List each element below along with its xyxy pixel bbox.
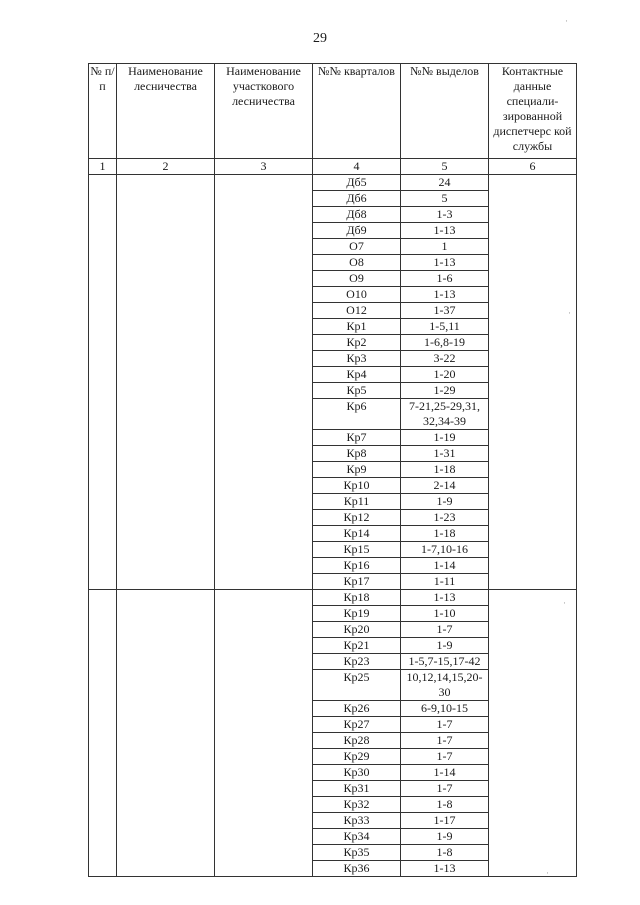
plots-cell: 1-5,11 [401, 319, 489, 335]
plots-cell: 1-3 [401, 207, 489, 223]
quarter-cell: Дб6 [313, 191, 401, 207]
plots-cell: 5 [401, 191, 489, 207]
plots-cell: 1-18 [401, 462, 489, 478]
quarter-cell: Кр36 [313, 861, 401, 877]
row-number-cell [89, 175, 117, 590]
quarter-cell: О10 [313, 287, 401, 303]
header-cell: Контактные данные специали-зированной диспетчерс кой службы [489, 64, 577, 159]
contact-cell [489, 175, 577, 590]
quarter-cell: Кр27 [313, 717, 401, 733]
quarter-cell: Кр9 [313, 462, 401, 478]
quarter-cell: Кр31 [313, 781, 401, 797]
plots-cell: 1-10 [401, 606, 489, 622]
quarter-cell: О12 [313, 303, 401, 319]
header-cell: № п/п [89, 64, 117, 159]
quarter-cell: Кр15 [313, 542, 401, 558]
plots-cell: 6-9,10-15 [401, 701, 489, 717]
quarter-cell: Кр29 [313, 749, 401, 765]
plots-cell: 1-7 [401, 733, 489, 749]
quarter-cell: Кр23 [313, 654, 401, 670]
plots-cell: 1-13 [401, 255, 489, 271]
quarter-cell: Дб5 [313, 175, 401, 191]
plots-cell: 1-9 [401, 494, 489, 510]
forestry-table [88, 63, 577, 877]
plots-cell: 1-13 [401, 223, 489, 239]
quarter-cell: Кр3 [313, 351, 401, 367]
quarter-cell: Кр5 [313, 383, 401, 399]
quarter-cell: Кр26 [313, 701, 401, 717]
contact-cell [489, 590, 577, 877]
quarter-cell: Кр10 [313, 478, 401, 494]
plots-cell: 1-17 [401, 813, 489, 829]
quarter-cell: Кр14 [313, 526, 401, 542]
quarter-cell: Кр18 [313, 590, 401, 606]
quarter-cell: Кр12 [313, 510, 401, 526]
plots-cell: 1-13 [401, 590, 489, 606]
header-cell: №№ кварталов [313, 64, 401, 159]
quarter-cell: О7 [313, 239, 401, 255]
quarter-cell: Кр8 [313, 446, 401, 462]
plots-cell: 1-6 [401, 271, 489, 287]
plots-cell: 1-31 [401, 446, 489, 462]
table-row [89, 590, 577, 606]
plots-cell: 7-21,25-29,31, 32,34-39 [401, 399, 489, 430]
plots-cell: 1 [401, 239, 489, 255]
plots-cell: 10,12,14,15,20-30 [401, 670, 489, 701]
quarter-cell: Кр25 [313, 670, 401, 701]
quarter-cell: О9 [313, 271, 401, 287]
plots-cell: 1-13 [401, 861, 489, 877]
column-number: 6 [489, 159, 577, 175]
plots-cell: 1-19 [401, 430, 489, 446]
quarter-cell: Кр17 [313, 574, 401, 590]
scan-mark: · [563, 598, 566, 608]
page-number: 29 [313, 31, 327, 46]
forestry-name-cell [117, 590, 215, 877]
header-cell: №№ выделов [401, 64, 489, 159]
plots-cell: 1-9 [401, 829, 489, 845]
plots-cell: 1-18 [401, 526, 489, 542]
table-row [89, 175, 577, 191]
plots-cell: 1-14 [401, 558, 489, 574]
quarter-cell: Кр32 [313, 797, 401, 813]
quarter-cell: Кр19 [313, 606, 401, 622]
plots-cell: 1-8 [401, 845, 489, 861]
plots-cell: 1-13 [401, 287, 489, 303]
header-cell: Наименование лесничества [117, 64, 215, 159]
quarter-cell: Дб9 [313, 223, 401, 239]
plots-cell: 1-14 [401, 765, 489, 781]
column-number: 4 [313, 159, 401, 175]
quarter-cell: Кр35 [313, 845, 401, 861]
plots-cell: 2-14 [401, 478, 489, 494]
quarter-cell: Кр28 [313, 733, 401, 749]
scan-mark: · [546, 868, 549, 878]
plots-cell: 1-7 [401, 717, 489, 733]
plots-cell: 3-22 [401, 351, 489, 367]
quarter-cell: Кр21 [313, 638, 401, 654]
header-row [89, 64, 577, 159]
district-forestry-name-cell [215, 590, 313, 877]
quarter-cell: О8 [313, 255, 401, 271]
quarter-cell: Кр33 [313, 813, 401, 829]
quarter-cell: Дб8 [313, 207, 401, 223]
column-number: 1 [89, 159, 117, 175]
scan-mark: · [568, 308, 571, 318]
header-cell: Наименование участкового лесничества [215, 64, 313, 159]
plots-cell: 1-37 [401, 303, 489, 319]
quarter-cell: Кр7 [313, 430, 401, 446]
plots-cell: 1-9 [401, 638, 489, 654]
quarter-cell: Кр20 [313, 622, 401, 638]
plots-cell: 1-20 [401, 367, 489, 383]
quarter-cell: Кр2 [313, 335, 401, 351]
column-number: 5 [401, 159, 489, 175]
row-number-cell [89, 590, 117, 877]
plots-cell: 1-11 [401, 574, 489, 590]
quarter-cell: Кр11 [313, 494, 401, 510]
column-number-row [89, 159, 577, 175]
plots-cell: 1-29 [401, 383, 489, 399]
quarter-cell: Кр1 [313, 319, 401, 335]
district-forestry-name-cell [215, 175, 313, 590]
plots-cell: 1-8 [401, 797, 489, 813]
column-number: 3 [215, 159, 313, 175]
scan-mark: · [565, 16, 568, 26]
plots-cell: 1-7 [401, 749, 489, 765]
plots-cell: 1-23 [401, 510, 489, 526]
plots-cell: 24 [401, 175, 489, 191]
plots-cell: 1-6,8-19 [401, 335, 489, 351]
quarter-cell: Кр6 [313, 399, 401, 430]
quarter-cell: Кр16 [313, 558, 401, 574]
plots-cell: 1-5,7-15,17-42 [401, 654, 489, 670]
plots-cell: 1-7,10-16 [401, 542, 489, 558]
forestry-name-cell [117, 175, 215, 590]
plots-cell: 1-7 [401, 622, 489, 638]
quarter-cell: Кр30 [313, 765, 401, 781]
column-number: 2 [117, 159, 215, 175]
quarter-cell: Кр34 [313, 829, 401, 845]
quarter-cell: Кр4 [313, 367, 401, 383]
plots-cell: 1-7 [401, 781, 489, 797]
